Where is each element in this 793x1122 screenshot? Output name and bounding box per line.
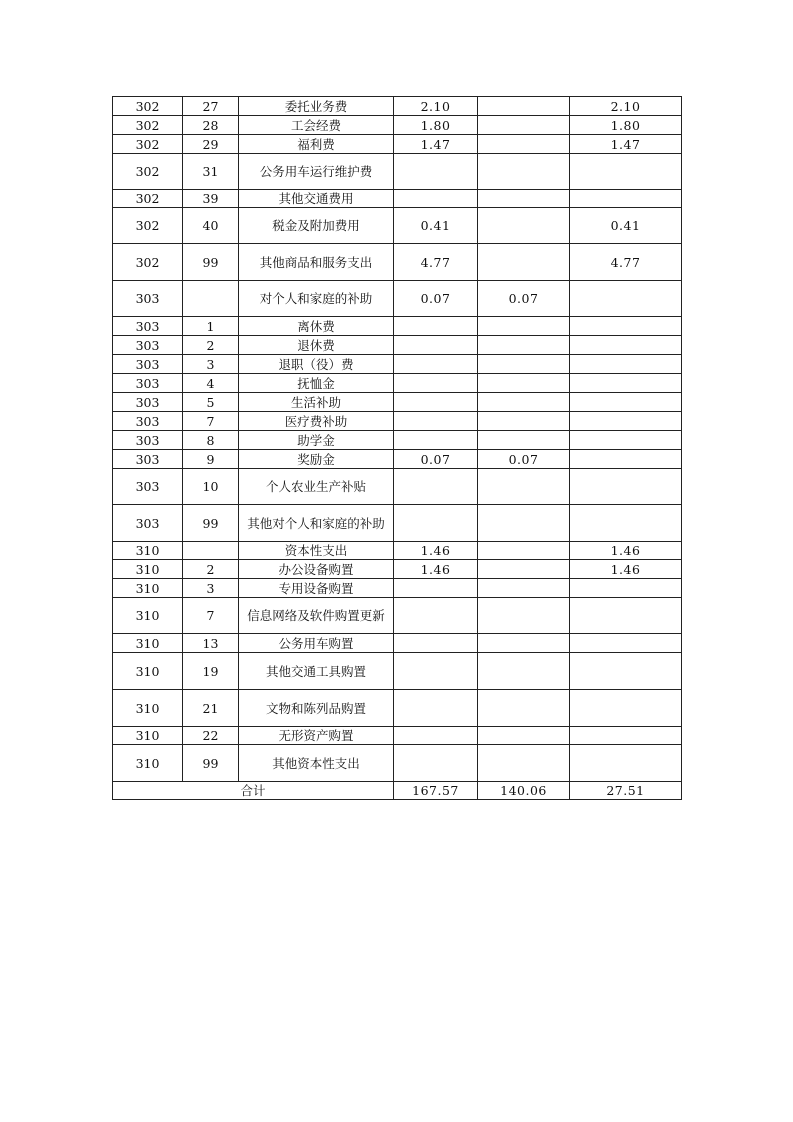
amount-basic: 0.07 bbox=[478, 281, 570, 317]
table-row bbox=[113, 431, 682, 450]
amount-total bbox=[394, 336, 478, 355]
table-row bbox=[113, 412, 682, 431]
item-code: 3 bbox=[183, 355, 239, 374]
amount-total: 4.77 bbox=[394, 244, 478, 281]
total-sum: 167.57 bbox=[394, 782, 478, 800]
category-code: 302 bbox=[113, 97, 183, 116]
item-name: 医疗费补助 bbox=[239, 412, 394, 431]
total-basic: 140.06 bbox=[478, 782, 570, 800]
category-code: 302 bbox=[113, 116, 183, 135]
item-code: 27 bbox=[183, 97, 239, 116]
table-row bbox=[113, 190, 682, 208]
item-name: 其他交通工具购置 bbox=[239, 653, 394, 690]
table-body bbox=[113, 97, 682, 782]
table-row bbox=[113, 690, 682, 727]
category-code: 303 bbox=[113, 469, 183, 505]
table-row bbox=[113, 97, 682, 116]
table-row bbox=[113, 634, 682, 653]
amount-total bbox=[394, 469, 478, 505]
category-code: 310 bbox=[113, 653, 183, 690]
item-name: 对个人和家庭的补助 bbox=[239, 281, 394, 317]
amount-total bbox=[394, 412, 478, 431]
total-project: 27.51 bbox=[570, 782, 682, 800]
amount-basic: 0.07 bbox=[478, 450, 570, 469]
expenditure-table bbox=[112, 96, 682, 800]
item-code: 39 bbox=[183, 190, 239, 208]
item-name: 其他资本性支出 bbox=[239, 745, 394, 782]
item-name: 资本性支出 bbox=[239, 542, 394, 560]
item-code: 2 bbox=[183, 336, 239, 355]
amount-project bbox=[570, 374, 682, 393]
amount-total: 0.41 bbox=[394, 208, 478, 244]
category-code: 303 bbox=[113, 431, 183, 450]
item-code: 8 bbox=[183, 431, 239, 450]
amount-project bbox=[570, 598, 682, 634]
amount-total bbox=[394, 154, 478, 190]
category-code: 303 bbox=[113, 281, 183, 317]
item-name: 个人农业生产补贴 bbox=[239, 469, 394, 505]
table-row bbox=[113, 745, 682, 782]
item-name: 其他商品和服务支出 bbox=[239, 244, 394, 281]
item-code: 10 bbox=[183, 469, 239, 505]
amount-total bbox=[394, 393, 478, 412]
item-code: 4 bbox=[183, 374, 239, 393]
table-row bbox=[113, 598, 682, 634]
category-code: 303 bbox=[113, 317, 183, 336]
item-code: 99 bbox=[183, 244, 239, 281]
table-row bbox=[113, 579, 682, 598]
amount-basic bbox=[478, 542, 570, 560]
amount-total bbox=[394, 634, 478, 653]
amount-total: 0.07 bbox=[394, 450, 478, 469]
amount-total bbox=[394, 190, 478, 208]
item-name: 无形资产购置 bbox=[239, 727, 394, 745]
amount-total bbox=[394, 745, 478, 782]
item-name: 助学金 bbox=[239, 431, 394, 450]
amount-total bbox=[394, 690, 478, 727]
amount-project bbox=[570, 690, 682, 727]
item-code: 7 bbox=[183, 412, 239, 431]
amount-project bbox=[570, 505, 682, 542]
amount-basic bbox=[478, 116, 570, 135]
amount-basic bbox=[478, 560, 570, 579]
table-row bbox=[113, 355, 682, 374]
item-code bbox=[183, 281, 239, 317]
total-row bbox=[113, 782, 682, 800]
amount-basic bbox=[478, 727, 570, 745]
amount-basic bbox=[478, 336, 570, 355]
amount-basic bbox=[478, 745, 570, 782]
amount-total: 1.47 bbox=[394, 135, 478, 154]
item-name: 其他对个人和家庭的补助 bbox=[239, 505, 394, 542]
amount-total: 2.10 bbox=[394, 97, 478, 116]
category-code: 303 bbox=[113, 336, 183, 355]
category-code: 310 bbox=[113, 745, 183, 782]
table-row bbox=[113, 653, 682, 690]
item-name: 生活补助 bbox=[239, 393, 394, 412]
amount-basic bbox=[478, 317, 570, 336]
amount-total bbox=[394, 579, 478, 598]
category-code: 303 bbox=[113, 355, 183, 374]
amount-total bbox=[394, 355, 478, 374]
amount-project: 1.80 bbox=[570, 116, 682, 135]
amount-basic bbox=[478, 690, 570, 727]
category-code: 310 bbox=[113, 727, 183, 745]
table-row bbox=[113, 116, 682, 135]
item-name: 文物和陈列品购置 bbox=[239, 690, 394, 727]
amount-project bbox=[570, 393, 682, 412]
table-row bbox=[113, 469, 682, 505]
category-code: 303 bbox=[113, 374, 183, 393]
item-name: 离休费 bbox=[239, 317, 394, 336]
amount-project: 1.46 bbox=[570, 560, 682, 579]
amount-basic bbox=[478, 135, 570, 154]
category-code: 302 bbox=[113, 154, 183, 190]
amount-project bbox=[570, 154, 682, 190]
item-name: 委托业务费 bbox=[239, 97, 394, 116]
item-name: 公务用车购置 bbox=[239, 634, 394, 653]
item-code: 1 bbox=[183, 317, 239, 336]
amount-basic bbox=[478, 208, 570, 244]
item-code: 31 bbox=[183, 154, 239, 190]
category-code: 302 bbox=[113, 190, 183, 208]
amount-project bbox=[570, 317, 682, 336]
amount-total: 1.80 bbox=[394, 116, 478, 135]
table-row bbox=[113, 336, 682, 355]
amount-basic bbox=[478, 355, 570, 374]
amount-project bbox=[570, 355, 682, 374]
amount-project bbox=[570, 727, 682, 745]
amount-total: 1.46 bbox=[394, 560, 478, 579]
item-name: 税金及附加费用 bbox=[239, 208, 394, 244]
amount-project: 1.46 bbox=[570, 542, 682, 560]
table-row bbox=[113, 244, 682, 281]
amount-project bbox=[570, 281, 682, 317]
item-code: 28 bbox=[183, 116, 239, 135]
item-code: 99 bbox=[183, 745, 239, 782]
category-code: 303 bbox=[113, 393, 183, 412]
table-row bbox=[113, 727, 682, 745]
category-code: 310 bbox=[113, 598, 183, 634]
amount-total bbox=[394, 653, 478, 690]
amount-basic bbox=[478, 154, 570, 190]
amount-basic bbox=[478, 431, 570, 450]
amount-basic bbox=[478, 374, 570, 393]
item-name: 其他交通费用 bbox=[239, 190, 394, 208]
amount-basic bbox=[478, 579, 570, 598]
item-name: 办公设备购置 bbox=[239, 560, 394, 579]
amount-project bbox=[570, 745, 682, 782]
category-code: 310 bbox=[113, 542, 183, 560]
amount-basic bbox=[478, 393, 570, 412]
table-row bbox=[113, 560, 682, 579]
item-code: 22 bbox=[183, 727, 239, 745]
item-name: 福利费 bbox=[239, 135, 394, 154]
total-label: 合计 bbox=[113, 782, 394, 800]
category-code: 302 bbox=[113, 208, 183, 244]
table-row bbox=[113, 393, 682, 412]
item-name: 奖励金 bbox=[239, 450, 394, 469]
table-row bbox=[113, 317, 682, 336]
item-name: 退职（役）费 bbox=[239, 355, 394, 374]
amount-basic bbox=[478, 634, 570, 653]
item-code: 5 bbox=[183, 393, 239, 412]
amount-total bbox=[394, 505, 478, 542]
item-name: 专用设备购置 bbox=[239, 579, 394, 598]
item-code: 9 bbox=[183, 450, 239, 469]
amount-project bbox=[570, 412, 682, 431]
amount-project bbox=[570, 190, 682, 208]
item-code bbox=[183, 542, 239, 560]
amount-project bbox=[570, 579, 682, 598]
item-code: 21 bbox=[183, 690, 239, 727]
amount-basic bbox=[478, 412, 570, 431]
table-row bbox=[113, 542, 682, 560]
table-row bbox=[113, 135, 682, 154]
amount-project bbox=[570, 653, 682, 690]
amount-project bbox=[570, 431, 682, 450]
table-row bbox=[113, 374, 682, 393]
amount-project: 1.47 bbox=[570, 135, 682, 154]
amount-project: 2.10 bbox=[570, 97, 682, 116]
category-code: 302 bbox=[113, 244, 183, 281]
amount-total bbox=[394, 317, 478, 336]
item-code: 19 bbox=[183, 653, 239, 690]
amount-basic bbox=[478, 244, 570, 281]
item-name: 退休费 bbox=[239, 336, 394, 355]
amount-project: 4.77 bbox=[570, 244, 682, 281]
amount-total bbox=[394, 431, 478, 450]
category-code: 302 bbox=[113, 135, 183, 154]
category-code: 310 bbox=[113, 560, 183, 579]
item-code: 7 bbox=[183, 598, 239, 634]
category-code: 303 bbox=[113, 412, 183, 431]
item-code: 13 bbox=[183, 634, 239, 653]
category-code: 303 bbox=[113, 505, 183, 542]
amount-basic bbox=[478, 190, 570, 208]
item-name: 公务用车运行维护费 bbox=[239, 154, 394, 190]
amount-total: 0.07 bbox=[394, 281, 478, 317]
amount-project bbox=[570, 469, 682, 505]
amount-total: 1.46 bbox=[394, 542, 478, 560]
amount-project bbox=[570, 450, 682, 469]
table-row bbox=[113, 281, 682, 317]
category-code: 310 bbox=[113, 690, 183, 727]
amount-basic bbox=[478, 505, 570, 542]
amount-total bbox=[394, 374, 478, 393]
item-code: 99 bbox=[183, 505, 239, 542]
table-row bbox=[113, 154, 682, 190]
item-code: 2 bbox=[183, 560, 239, 579]
item-code: 29 bbox=[183, 135, 239, 154]
amount-basic bbox=[478, 469, 570, 505]
item-name: 信息网络及软件购置更新 bbox=[239, 598, 394, 634]
amount-project bbox=[570, 336, 682, 355]
amount-total bbox=[394, 727, 478, 745]
item-code: 3 bbox=[183, 579, 239, 598]
item-name: 工会经费 bbox=[239, 116, 394, 135]
category-code: 310 bbox=[113, 579, 183, 598]
item-code: 40 bbox=[183, 208, 239, 244]
item-name: 抚恤金 bbox=[239, 374, 394, 393]
table-row bbox=[113, 208, 682, 244]
amount-basic bbox=[478, 97, 570, 116]
amount-basic bbox=[478, 598, 570, 634]
amount-total bbox=[394, 598, 478, 634]
table-row bbox=[113, 505, 682, 542]
table-row bbox=[113, 450, 682, 469]
amount-project: 0.41 bbox=[570, 208, 682, 244]
amount-project bbox=[570, 634, 682, 653]
category-code: 310 bbox=[113, 634, 183, 653]
category-code: 303 bbox=[113, 450, 183, 469]
amount-basic bbox=[478, 653, 570, 690]
